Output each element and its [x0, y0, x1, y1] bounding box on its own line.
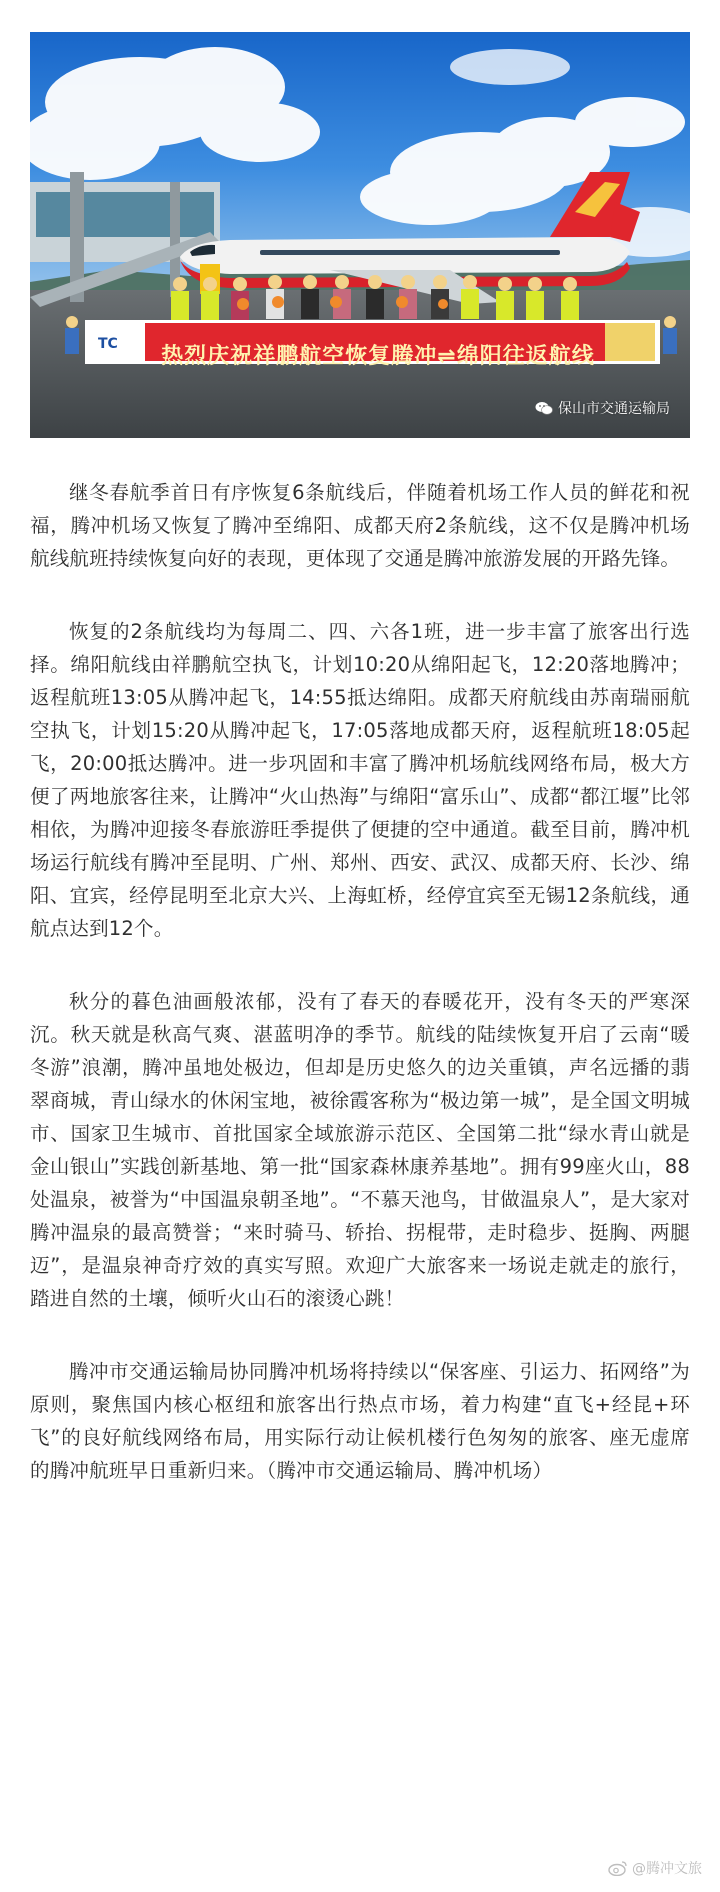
- banner-slogan: 热烈庆祝祥鹏航空恢复腾冲⇌绵阳往返航线: [161, 344, 595, 369]
- weibo-icon: [608, 1860, 628, 1876]
- photo-watermark: [535, 398, 670, 418]
- wechat-icon: [535, 401, 553, 415]
- photo-watermark-text: 保山市交通运输局: [558, 401, 670, 417]
- article-paragraph-3: 秋分的暮色油画般浓郁，没有了春天的春暖花开，没有冬天的严寒深沉。秋天就是秋高气爽、湛蓝明净的季节。航线的陆续恢复开启了云南“暖冬游”浪潮，腾冲虽地处极边，但却是历史悠久的边关重镇，声名远播的翡翠商城，青山绿水的休闲宝地，被徐霞客称为“极边第一城”，是全国文明城市、国家卫生城市、首批国家全域旅游示范区、全国第二批“绿水青山就是金山银山”实践创新基地、第一批“国家森林康养基地”。拥有99座火山，88处温泉，被誉为“中国温泉朝圣地”。“不慕天池鸟，甘做温泉人”，是大家对腾冲温泉的最高赞誉；“来时骑马、轿抬、拐棍带，走时稳步、挺胸、两腿迈”，是温泉神奇疗效的真实写照。欢迎广大旅客来一场说走就走的旅行，踏进自然的土壤，倾听火山石的滚烫心跳！: [30, 990, 690, 1310]
- article-paragraph-2: 恢复的2条航线均为每周二、四、六各1班，进一步丰富了旅客出行选择。绵阳航线由祥鹏航空执飞，计划10:20从绵阳起飞，12:20落地腾冲；返程航班13:05从腾冲起飞，14:55抵达绵阳。成都天府航线由苏南瑞丽航空执飞，计划15:20从腾冲起飞，17:05落地成都天府，返程航班18:05起飞，20:00抵达腾冲。进一步巩固和丰富了腾冲机场航线网络布局，极大方便了两地旅客往来，让腾冲“火山热海”与绵阳“富乐山”、成都“都江堰”比邻相依，为腾冲迎接冬春旅游旺季提供了便捷的空中通道。截至目前，腾冲机场运行航线有腾冲至昆明、广州、郑州、西安、武汉、成都天府、长沙、绵阳、宜宾，经停昆明至北京大兴、上海虹桥，经停宜宾至无锡12条航线，通航点达到12个。: [30, 620, 690, 940]
- footer-watermark-text: @腾冲文旅: [632, 1861, 702, 1877]
- article-paragraph-1: 继冬春航季首日有序恢复6条航线后，伴随着机场工作人员的鲜花和祝福，腾冲机场又恢复了腾冲至绵阳、成都天府2条航线，这不仅是腾冲机场航线航班持续恢复向好的表现，更体现了交通是腾冲旅游发展的开路先锋。: [30, 481, 690, 570]
- footer-watermark: [608, 1858, 702, 1878]
- article-body: [30, 476, 690, 1527]
- hero-photo: [30, 32, 690, 438]
- svg-text:TC: TC: [98, 336, 118, 352]
- article-paragraph-4: 腾冲市交通运输局协同腾冲机场将持续以“保客座、引运力、拓网络”为原则，聚焦国内核心枢纽和旅客出行热点市场，着力构建“直飞+经昆+环飞”的良好航线网络布局，用实际行动让候机楼行色匆匆的旅客、座无虚席的腾冲航班早日重新归来。（腾冲市交通运输局、腾冲机场）: [30, 1360, 690, 1482]
- airport-scene-illustration: [30, 32, 690, 438]
